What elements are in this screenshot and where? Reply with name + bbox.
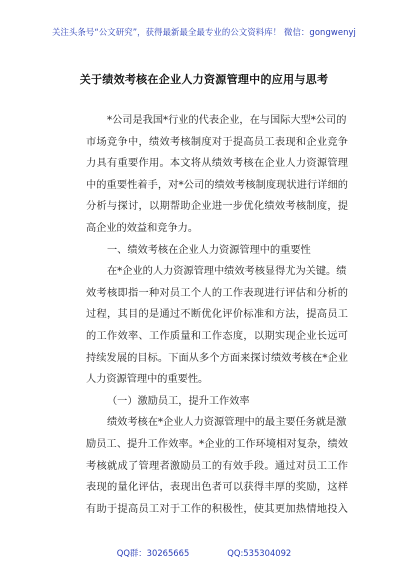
qq-group-number: QQ群：30265665 — [116, 548, 190, 558]
paragraph-line: 过程，其目的是通过不断优化评价标准和方法，提高员工 — [86, 309, 348, 321]
paragraph-line: 的工作效率、工作质量和工作态度，以期实现企业长远可 — [86, 330, 348, 342]
paragraph-line: 市场竞争中，绩效考核制度对于提高员工表现和企业竞争 — [86, 136, 348, 148]
paragraph-line: 分析与探讨，以期帮助企业进一步优化绩效考核制度，提 — [86, 201, 348, 213]
paragraph-line: 高企业的效益和竞争力。 — [86, 222, 199, 234]
contact-footer — [0, 547, 408, 559]
paragraph-line: 持续发展的目标。下面从多个方面来探讨绩效考核在*企业 — [86, 352, 348, 364]
paragraph-line: 表现的量化评估，表现出色者可以获得丰厚的奖励，这样 — [86, 482, 348, 494]
document-title: 关于绩效考核在企业人力资源管理中的应用与思考 — [79, 73, 329, 86]
paragraph-line: 中的重要性着手，对*公司的绩效考核制度现状进行详细的 — [86, 179, 348, 191]
paragraph-line: 人力资源管理中的重要性。 — [86, 374, 209, 386]
qq-contact-number: QQ:535304092 — [227, 548, 292, 558]
paragraph-line: 有助于提高员工对于工作的积极性，使其更加热情地投入 — [86, 503, 348, 515]
paragraph-line: *公司是我国*行业的代表企业，在与国际大型*公司的 — [107, 115, 347, 126]
paragraph-line: 力具有重要作用。本文将从绩效考核在企业人力资源管理 — [86, 158, 348, 170]
document-body — [86, 110, 348, 520]
promo-banner: 关注头条号“公文研究”，获得最新最全最专业的公文资料库！ 微信：gongwenyj — [52, 27, 356, 37]
paragraph-line: 效考核即指一种对员工个人的工作表现进行评估和分析的 — [86, 287, 348, 299]
paragraph-line: 考核就成了管理者激励员工的有效手段。通过对员工工作 — [86, 460, 348, 472]
paragraph-line: 在*企业的人力资源管理中绩效考核显得尤为关键。绩 — [107, 266, 347, 278]
paragraph-line: 绩效考核在*企业人力资源管理中的最主要任务就是激 — [107, 417, 347, 429]
subsection-heading: （一）激励员工，提升工作效率 — [107, 395, 250, 407]
section-heading: 一、绩效考核在企业人力资源管理中的重要性 — [107, 244, 311, 256]
paragraph-line: 励员工、提升工作效率。*企业的工作环境相对复杂，绩效 — [86, 438, 348, 450]
